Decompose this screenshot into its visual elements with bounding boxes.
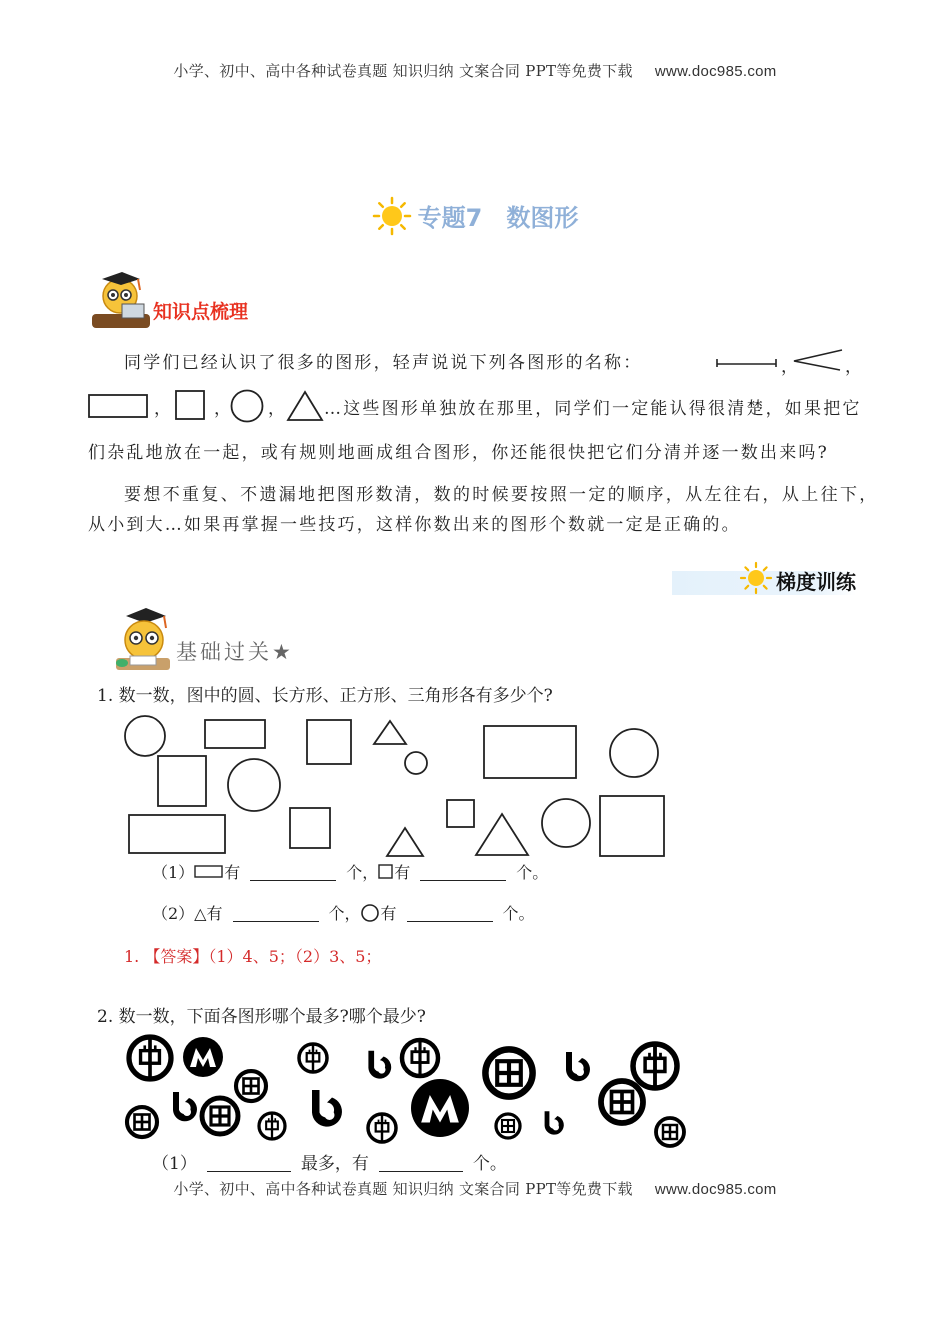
q1-row2-label: （2）△有 xyxy=(152,904,223,923)
knowledge-line5: 从小到大…如果再掌握一些技巧，这样你数出来的图形个数就一定是正确的。 xyxy=(88,515,741,535)
q1-row2-unit2: 个。 xyxy=(502,904,535,923)
title-topic: 专题7 xyxy=(417,204,483,232)
q1-answer: 1. 【答案】（1）4、5；（2）3、5； xyxy=(124,947,382,966)
q1-row1-has: 有 xyxy=(224,863,241,882)
q2-row1-fill xyxy=(152,1149,507,1174)
q1-row1-has2: 有 xyxy=(394,863,411,882)
q1-prompt: 1. 数一数，图中的圆、长方形、正方形、三角形各有多少个? xyxy=(97,686,553,706)
ladder-heading: 梯度训练 xyxy=(776,570,856,594)
comma-5: ， xyxy=(268,399,285,419)
q2-row1-label: （1） xyxy=(152,1154,197,1174)
header-text: 小学、初中、高中各种试卷真题 知识归纳 文案合同 PPT等免费下载 xyxy=(173,62,633,80)
comma-3: ， xyxy=(154,399,171,419)
header-url: www.doc985.com xyxy=(654,63,777,80)
footer-text: 小学、初中、高中各种试卷真题 知识归纳 文案合同 PPT等免费下载 xyxy=(173,1180,633,1198)
q2-row1-most: 最多，有 xyxy=(300,1154,369,1174)
comma-2: ， xyxy=(845,357,862,377)
knowledge-line2: …这些图形单独放在那里，同学们一定能认得很清楚，如果把它 xyxy=(324,399,862,419)
page-footer xyxy=(0,1178,950,1199)
q2-row1-unit: 个。 xyxy=(472,1154,507,1174)
knowledge-line4: 要想不重复、不遗漏地把图形数清，数的时候要按照一定的顺序，从左往右，从上往下， xyxy=(124,485,879,505)
footer-url: www.doc985.com xyxy=(654,1181,777,1198)
basic-heading: 基础过关★ xyxy=(176,640,294,664)
comma-4: ， xyxy=(214,399,231,419)
comma-1: ， xyxy=(781,357,798,377)
q2-blank-most[interactable] xyxy=(207,1171,291,1172)
q2-row2 xyxy=(127,1071,684,1146)
knowledge-line1-text: 同学们已经认识了很多的图形，轻声说说下列各图形的名称： xyxy=(124,353,643,373)
q2-blank-count[interactable] xyxy=(379,1171,463,1172)
q2-prompt: 2. 数一数，下面各图形哪个最多?哪个最少? xyxy=(97,1007,426,1027)
knowledge-heading: 知识点梳理 xyxy=(153,301,249,323)
q1-row2-has: 有 xyxy=(380,904,397,923)
q1-row1-unit: 个， xyxy=(346,863,379,882)
q1-row1-label: （1） xyxy=(152,863,195,882)
q2-row1 xyxy=(129,1037,677,1097)
q1-row1-unit2: 个。 xyxy=(516,863,549,882)
title-name: 数图形 xyxy=(506,204,579,232)
knowledge-line3: 们杂乱地放在一起，或有规则地画成组合图形，你还能很快把它们分清并逐一数出来吗? xyxy=(88,443,829,463)
q1-row2-unit: 个， xyxy=(328,904,361,923)
